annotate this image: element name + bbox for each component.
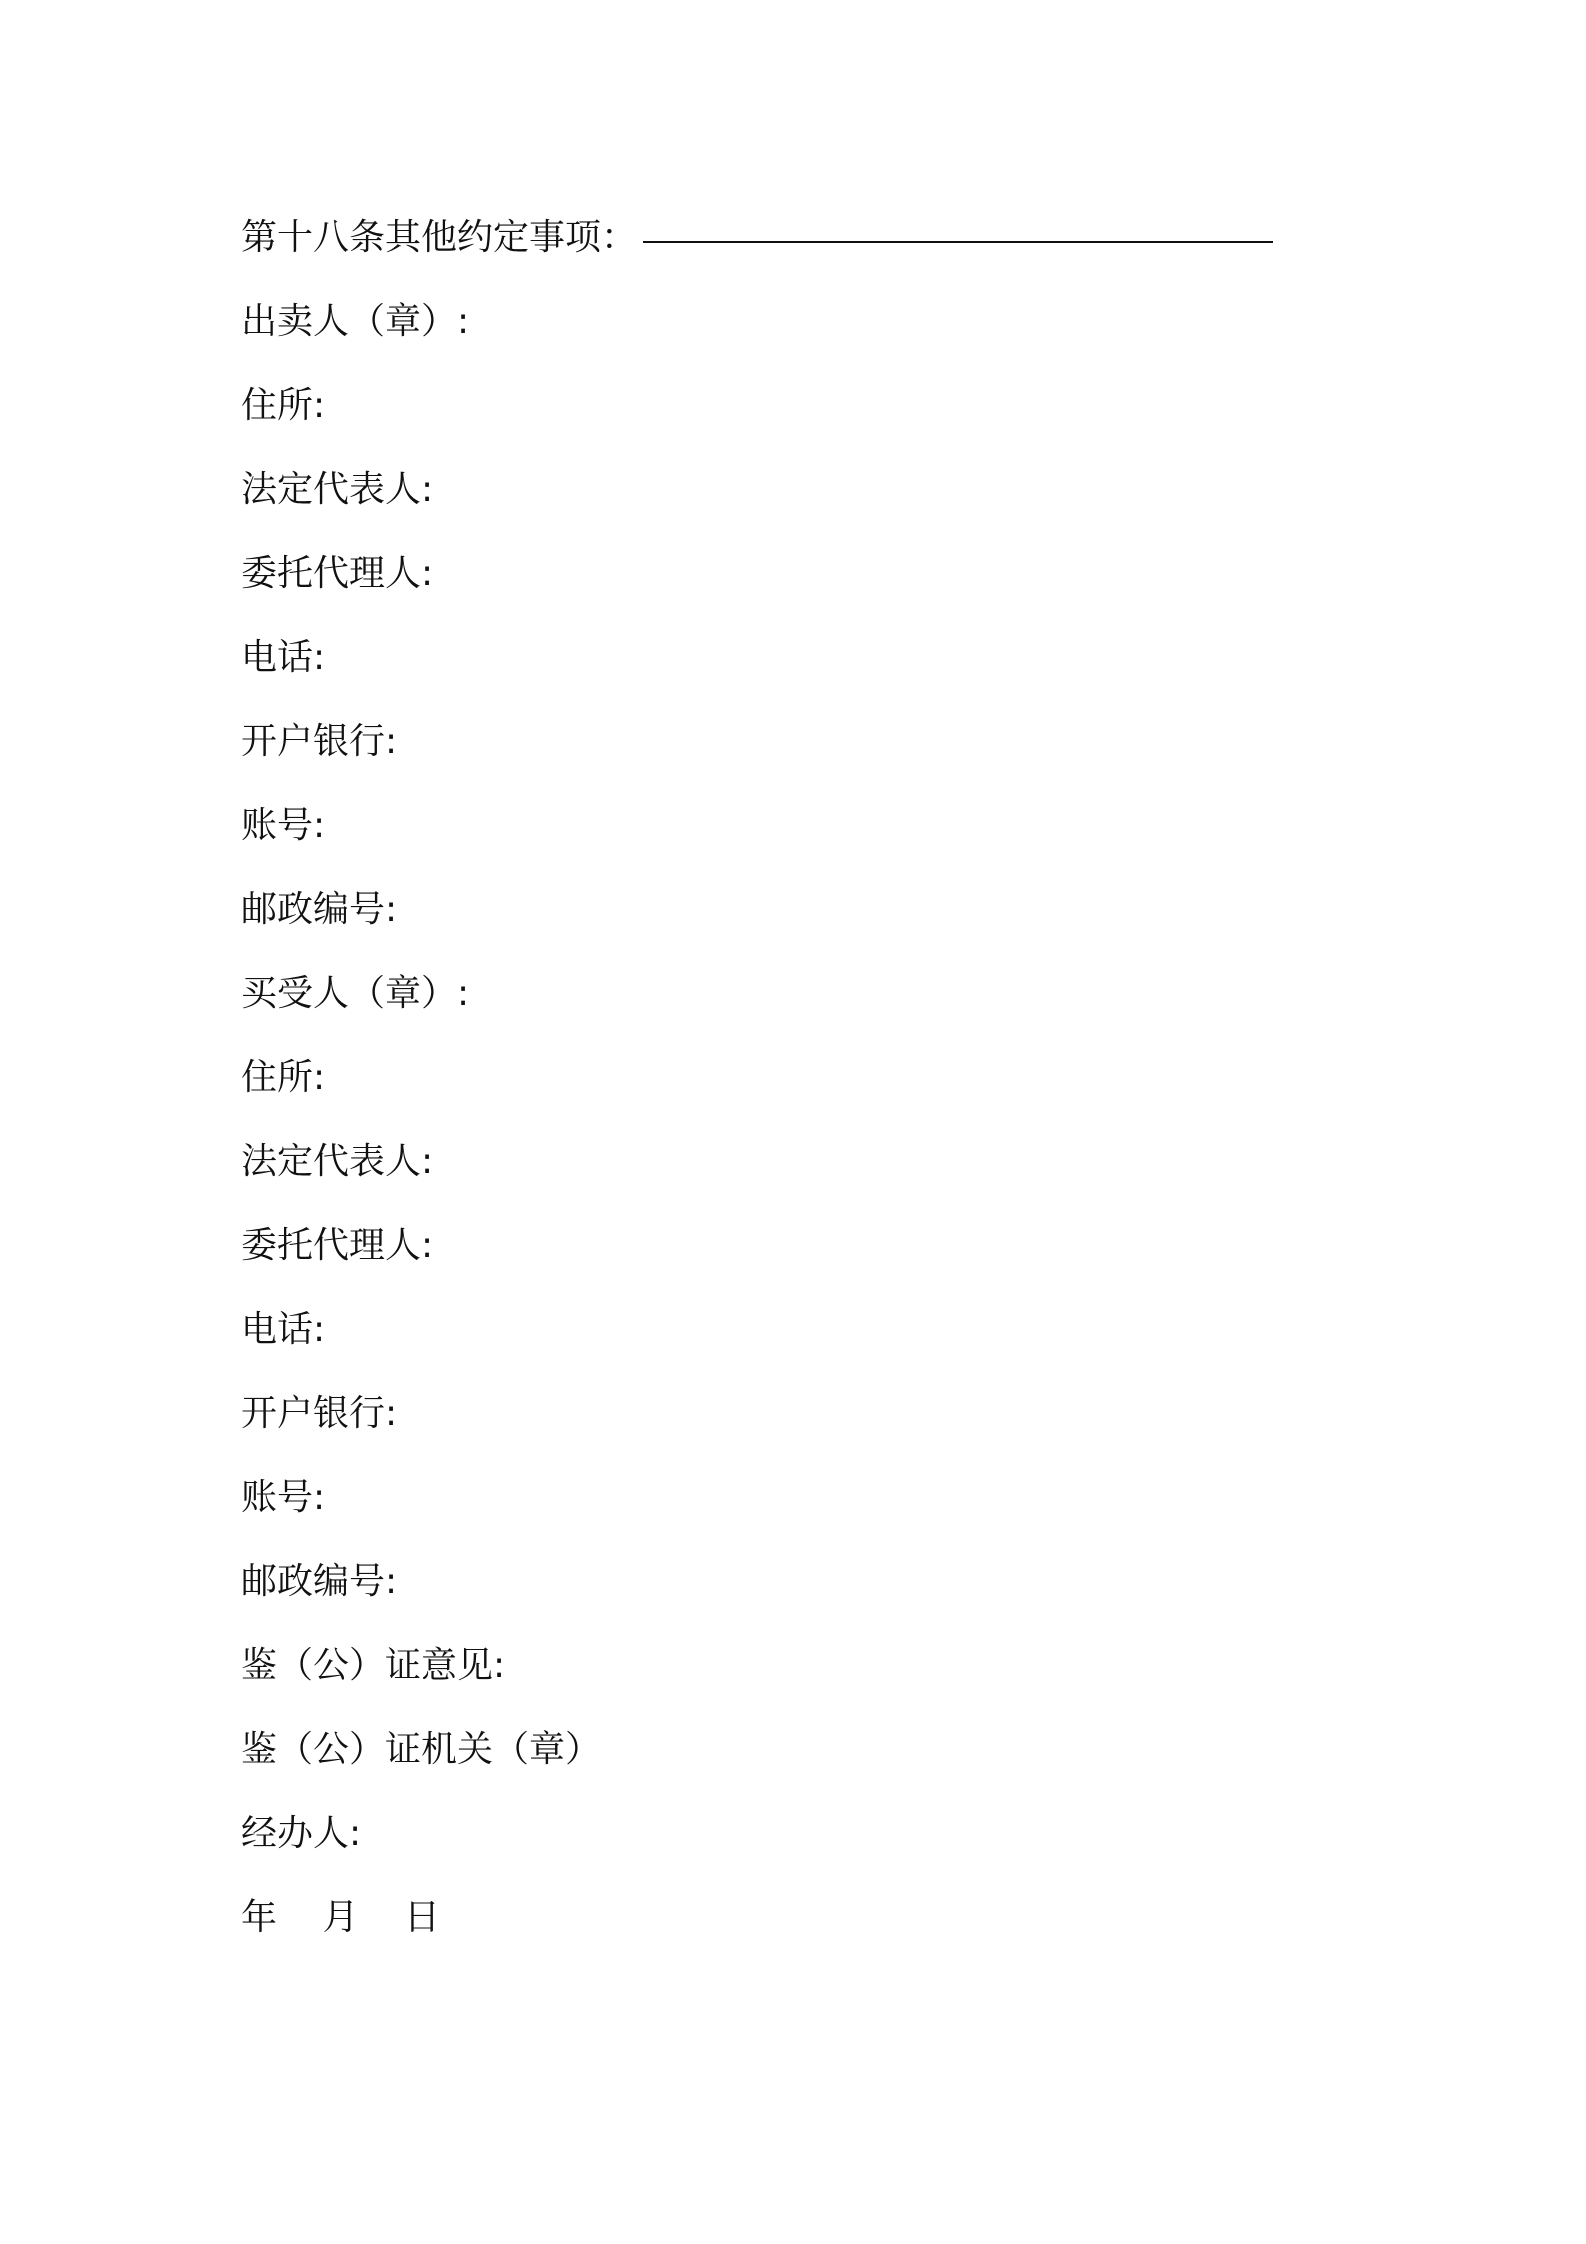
notary-opinion-label: 鉴（公）证意见:	[241, 1645, 506, 1686]
seller-legal-rep-label: 法定代表人:	[241, 469, 434, 510]
buyer-postal-label: 邮政编号:	[241, 1561, 398, 1602]
buyer-name-label: 买受人（章）:	[241, 973, 470, 1014]
notary-handler-label: 经办人:	[241, 1813, 362, 1854]
buyer-legal-rep-label: 法定代表人:	[241, 1141, 434, 1182]
article-18-line	[241, 196, 1441, 280]
article-18-heading: 第十八条其他约定事项：	[241, 217, 638, 258]
seller-address-label: 住所:	[241, 385, 326, 426]
seller-agent-label: 委托代理人:	[241, 553, 434, 594]
seller-account-label: 账号:	[241, 805, 326, 846]
date-day-label: 日	[403, 1897, 440, 1938]
buyer-account-label: 账号:	[241, 1477, 326, 1518]
buyer-agent-label: 委托代理人:	[241, 1225, 434, 1266]
buyer-address-label: 住所:	[241, 1057, 326, 1098]
date-line	[241, 1876, 1441, 1960]
seller-phone-label: 电话:	[241, 637, 326, 678]
date-year-label: 年	[241, 1897, 278, 1938]
fill-in-blank-line	[643, 241, 1273, 243]
contract-signature-section	[241, 196, 1441, 1960]
buyer-bank-label: 开户银行:	[241, 1393, 398, 1434]
seller-bank-label: 开户银行:	[241, 721, 398, 762]
buyer-phone-label: 电话:	[241, 1309, 326, 1350]
date-month-label: 月	[322, 1897, 359, 1938]
seller-postal-label: 邮政编号:	[241, 889, 398, 930]
notary-authority-label: 鉴（公）证机关（章）	[241, 1729, 602, 1770]
seller-name-label: 出卖人（章）:	[241, 301, 470, 342]
